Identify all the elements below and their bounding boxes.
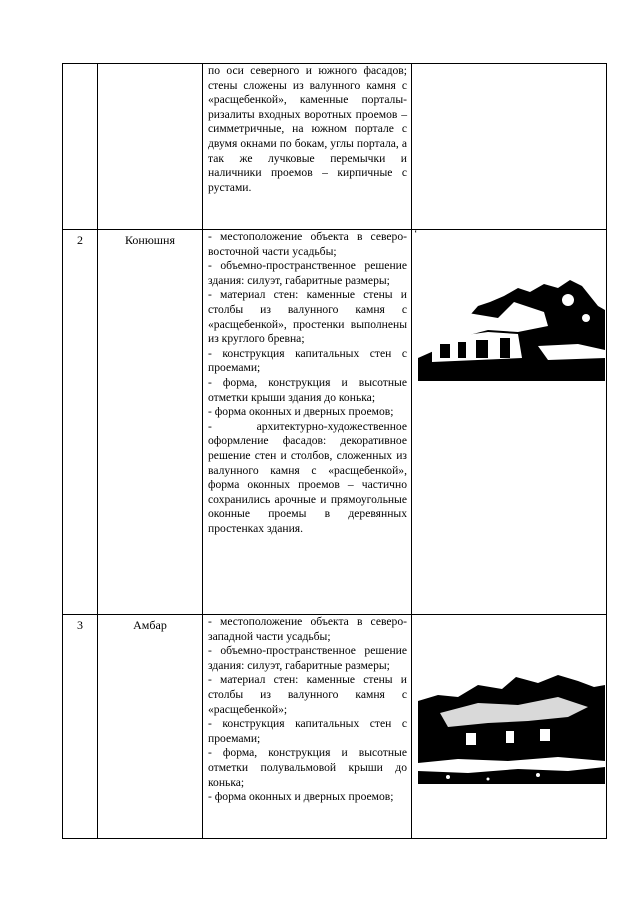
description-line: - материал стен: каменные стены и столбы из валунного камня с «расщебенкой», простенки выполнены из круглого бревна; — [208, 288, 407, 346]
description-line: - форма, конструкция и высотные отметки полувальмовой крыши до конька; — [208, 746, 407, 789]
stable-photo — [418, 266, 605, 381]
photo-cell — [412, 615, 607, 839]
table-row — [63, 64, 607, 230]
description-line: - объемно-пространственное решение здания: силуэт, габаритные размеры; — [208, 259, 407, 287]
photo-cell — [412, 230, 607, 615]
row-number: 2 — [63, 230, 98, 615]
row-number — [63, 64, 98, 230]
description-line: - конструкция капитальных стен с проемами; — [208, 717, 407, 745]
object-description — [203, 615, 412, 839]
table-row — [63, 230, 607, 615]
description-line: - материал стен: каменные стены и столбы из валунного камня с «расщебенкой»; — [208, 673, 407, 716]
description-line: - архитектурно-художественное оформление фасадов: декоративное решение стен и столбов, сложенных из валунного камня с «расщебенкой», форма оконных проемов – частично сохранились арочные и прямоугольные оконные проемы в деревянных простенках здания. — [208, 419, 407, 535]
description-line: - местоположение объекта в северо-западной части усадьбы; — [208, 615, 407, 643]
description-line: - местоположение объекта в северо-восточной части усадьбы; — [208, 230, 407, 258]
object-name: Конюшня — [98, 230, 203, 615]
description-line: - форма, конструкция и высотные отметки крыши здания до конька; — [208, 375, 407, 404]
description-line: - форма оконных и дверных проемов; — [208, 405, 394, 419]
barn-photo — [418, 667, 605, 784]
object-description — [203, 230, 412, 615]
object-name — [98, 64, 203, 230]
object-description — [203, 64, 412, 230]
photo-cell — [412, 64, 607, 230]
description-line: - конструкция капитальных стен с проемами; — [208, 346, 407, 375]
row-number: 3 — [63, 615, 98, 839]
object-name: Амбар — [98, 615, 203, 839]
description-line: - форма оконных и дверных проемов; — [208, 790, 394, 804]
objects-table — [62, 63, 607, 839]
scan-mark: ‘ — [414, 229, 418, 240]
description-line: - объемно-пространственное решение здания: силуэт, габаритные размеры; — [208, 644, 407, 672]
table-row — [63, 615, 607, 839]
description-line: по оси северного и южного фасадов; стены сложены из валунного камня с «расщебенкой», каменные порталы-ризалиты входных воротных проемов – симметричные, на южном портале с двумя окнами по бокам, углы портала, а так же лучковые перемычки и наличники проемов – кирпичные с рустами. — [208, 64, 407, 194]
